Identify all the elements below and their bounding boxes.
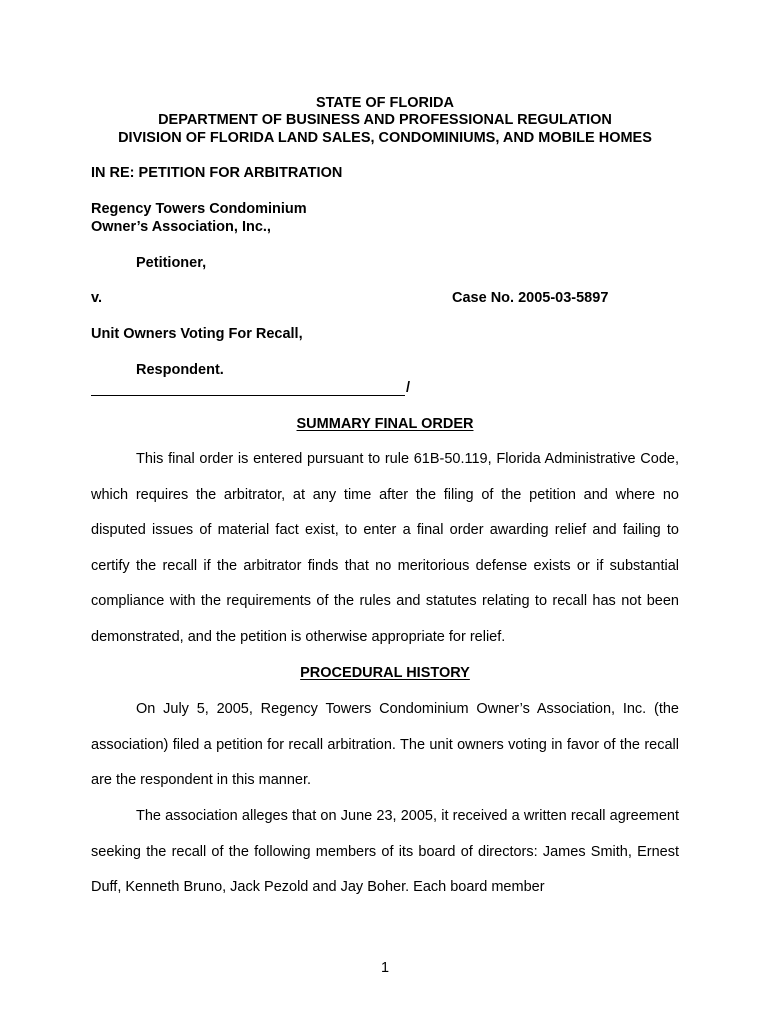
summary-paragraph: This final order is entered pursuant to rule 61B-50.119, Florida Administrative Code, which requires the arbitrator, at any time after the filing of the petition and where no disputed issues of material fact exist, to enter a final order awarding relief and failing to certify the recall if the arbitrator finds that no meritorious defense exists or if substantial compliance with the requirements of the rules and statutes relating to recall has not been demonstrated, and the petition is otherwise appropriate for relief. <box>91 451 679 645</box>
page-number: 1 <box>380 960 390 976</box>
respondent-name: Unit Owners Voting For Recall, <box>91 326 303 342</box>
header-division: DIVISION OF FLORIDA LAND SALES, CONDOMINIUMS, AND MOBILE HOMES <box>118 130 652 146</box>
caption-in-re: IN RE: PETITION FOR ARBITRATION <box>91 165 343 181</box>
caption-closing-slash: / <box>406 380 411 396</box>
summary-final-order-title: SUMMARY FINAL ORDER <box>296 416 474 432</box>
procedural-paragraph-1: On July 5, 2005, Regency Towers Condominium Owner’s Association, Inc. (the association) filed a petition for recall arbitration. The unit owners voting in favor of the recall are the respondent in this manner. <box>91 701 679 789</box>
respondent-role: Respondent. <box>136 362 224 378</box>
petitioner-name-line2: Owner’s Association, Inc., <box>91 219 271 235</box>
caption-divider-line <box>91 395 405 396</box>
header-department: DEPARTMENT OF BUSINESS AND PROFESSIONAL REGULATION <box>158 112 612 128</box>
versus: v. <box>91 290 103 306</box>
header-state: STATE OF FLORIDA <box>315 95 454 111</box>
case-number: Case No. 2005-03-5897 <box>452 290 609 306</box>
petitioner-name-line1: Regency Towers Condominium <box>91 201 307 217</box>
procedural-paragraph-2: The association alleges that on June 23, 2005, it received a written recall agreement seeking the recall of the following members of its board of directors: James Smith, Ernest Duff, Kenneth Bruno, Jack Pezold and Jay Boher. Each board member <box>91 808 679 896</box>
procedural-history-title: PROCEDURAL HISTORY <box>300 665 470 681</box>
petitioner-role: Petitioner, <box>136 255 207 271</box>
